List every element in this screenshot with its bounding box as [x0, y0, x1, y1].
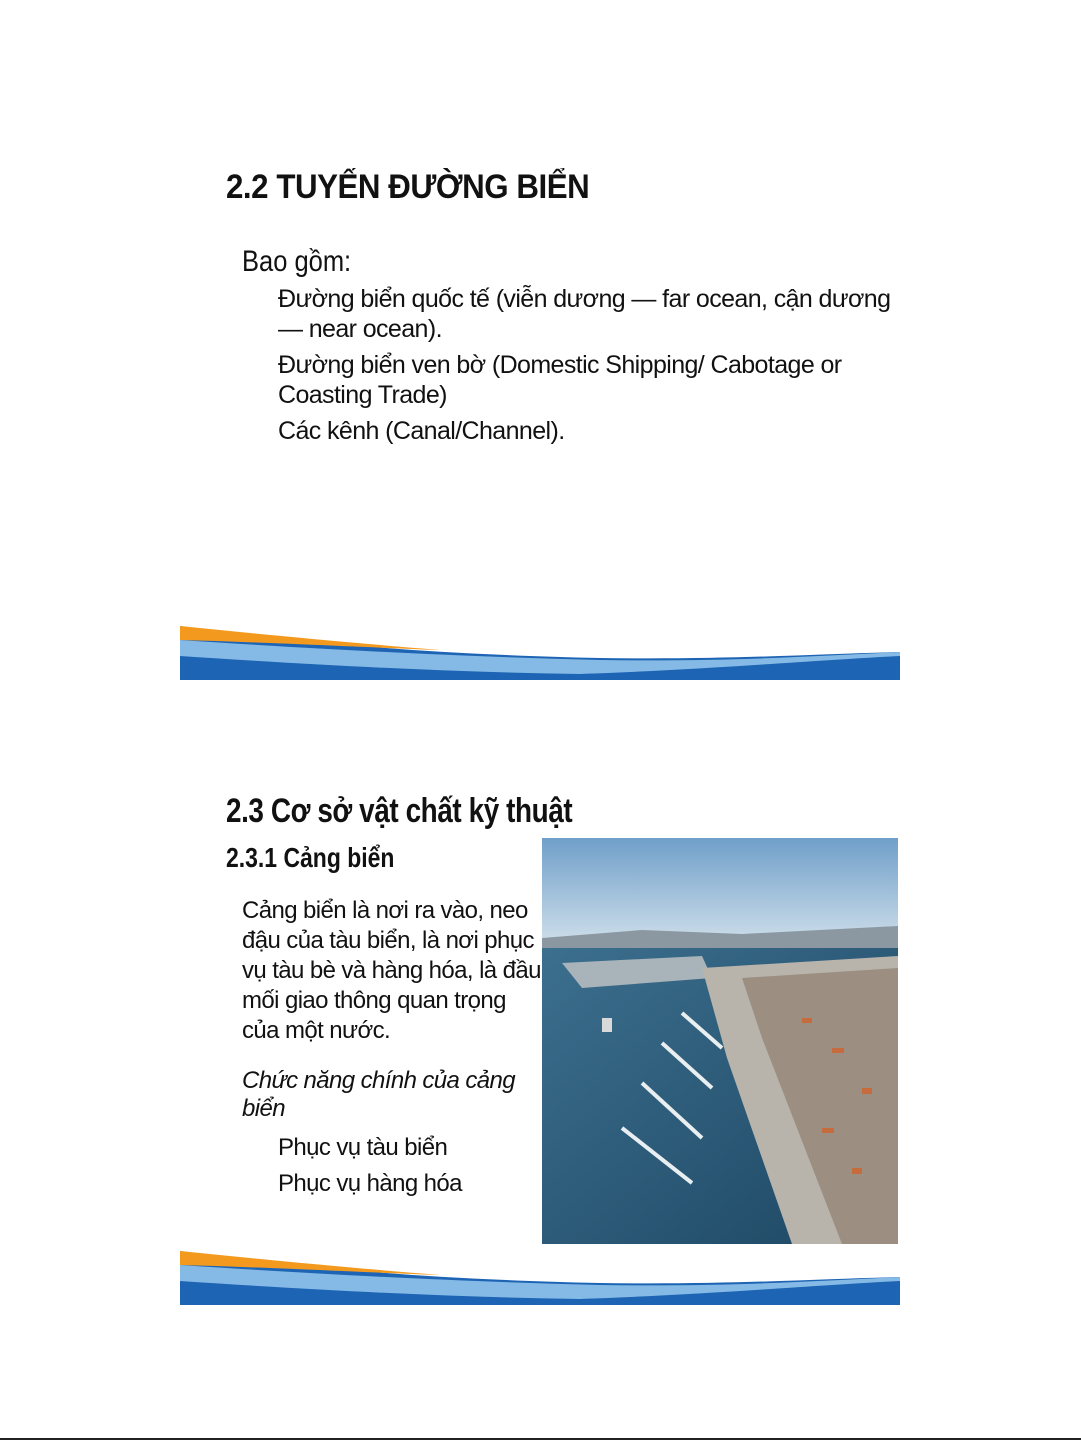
intro-text: Bao gồm:: [242, 245, 352, 278]
slide-co-so-vat-chat: [180, 780, 900, 1305]
page-bottom-divider: [0, 1438, 1081, 1440]
list-item: Đường biển ven bờ (Domestic Shipping/ Cabotage or Coasting Trade): [278, 351, 842, 409]
list-item: Phục vụ hàng hóa: [278, 1170, 462, 1197]
description-paragraph: Cảng biển là nơi ra vào, neo đậu của tàu biển, là nơi phục vụ tàu bè và hàng hóa, là đầu mối giao thông quan trọng của một nước.: [242, 897, 541, 1044]
section-subtitle: 2.3.1 Cảng biển: [226, 842, 395, 873]
slide-tuyen-duong-bien: [180, 150, 900, 680]
function-list: [278, 1130, 462, 1202]
list-item: Các kênh (Canal/Channel).: [278, 417, 565, 445]
list-item: Phục vụ tàu biển: [278, 1134, 448, 1161]
port-aerial-photo: [542, 838, 898, 1244]
port-image-icon: [542, 838, 898, 1244]
slide-title: 2.2 TUYẾN ĐƯỜNG BIỂN: [226, 168, 590, 206]
bullet-list: [278, 284, 898, 452]
decorative-wave-footer: [180, 1245, 900, 1305]
slide-title: 2.3 Cơ sở vật chất kỹ thuật: [226, 792, 573, 830]
decorative-wave-footer: [180, 620, 900, 680]
list-item: Đường biển quốc tế (viễn dương — far ocean, cận dương — near ocean).: [278, 285, 891, 343]
italic-heading: Chức năng chính của cảng biển: [242, 1067, 516, 1122]
